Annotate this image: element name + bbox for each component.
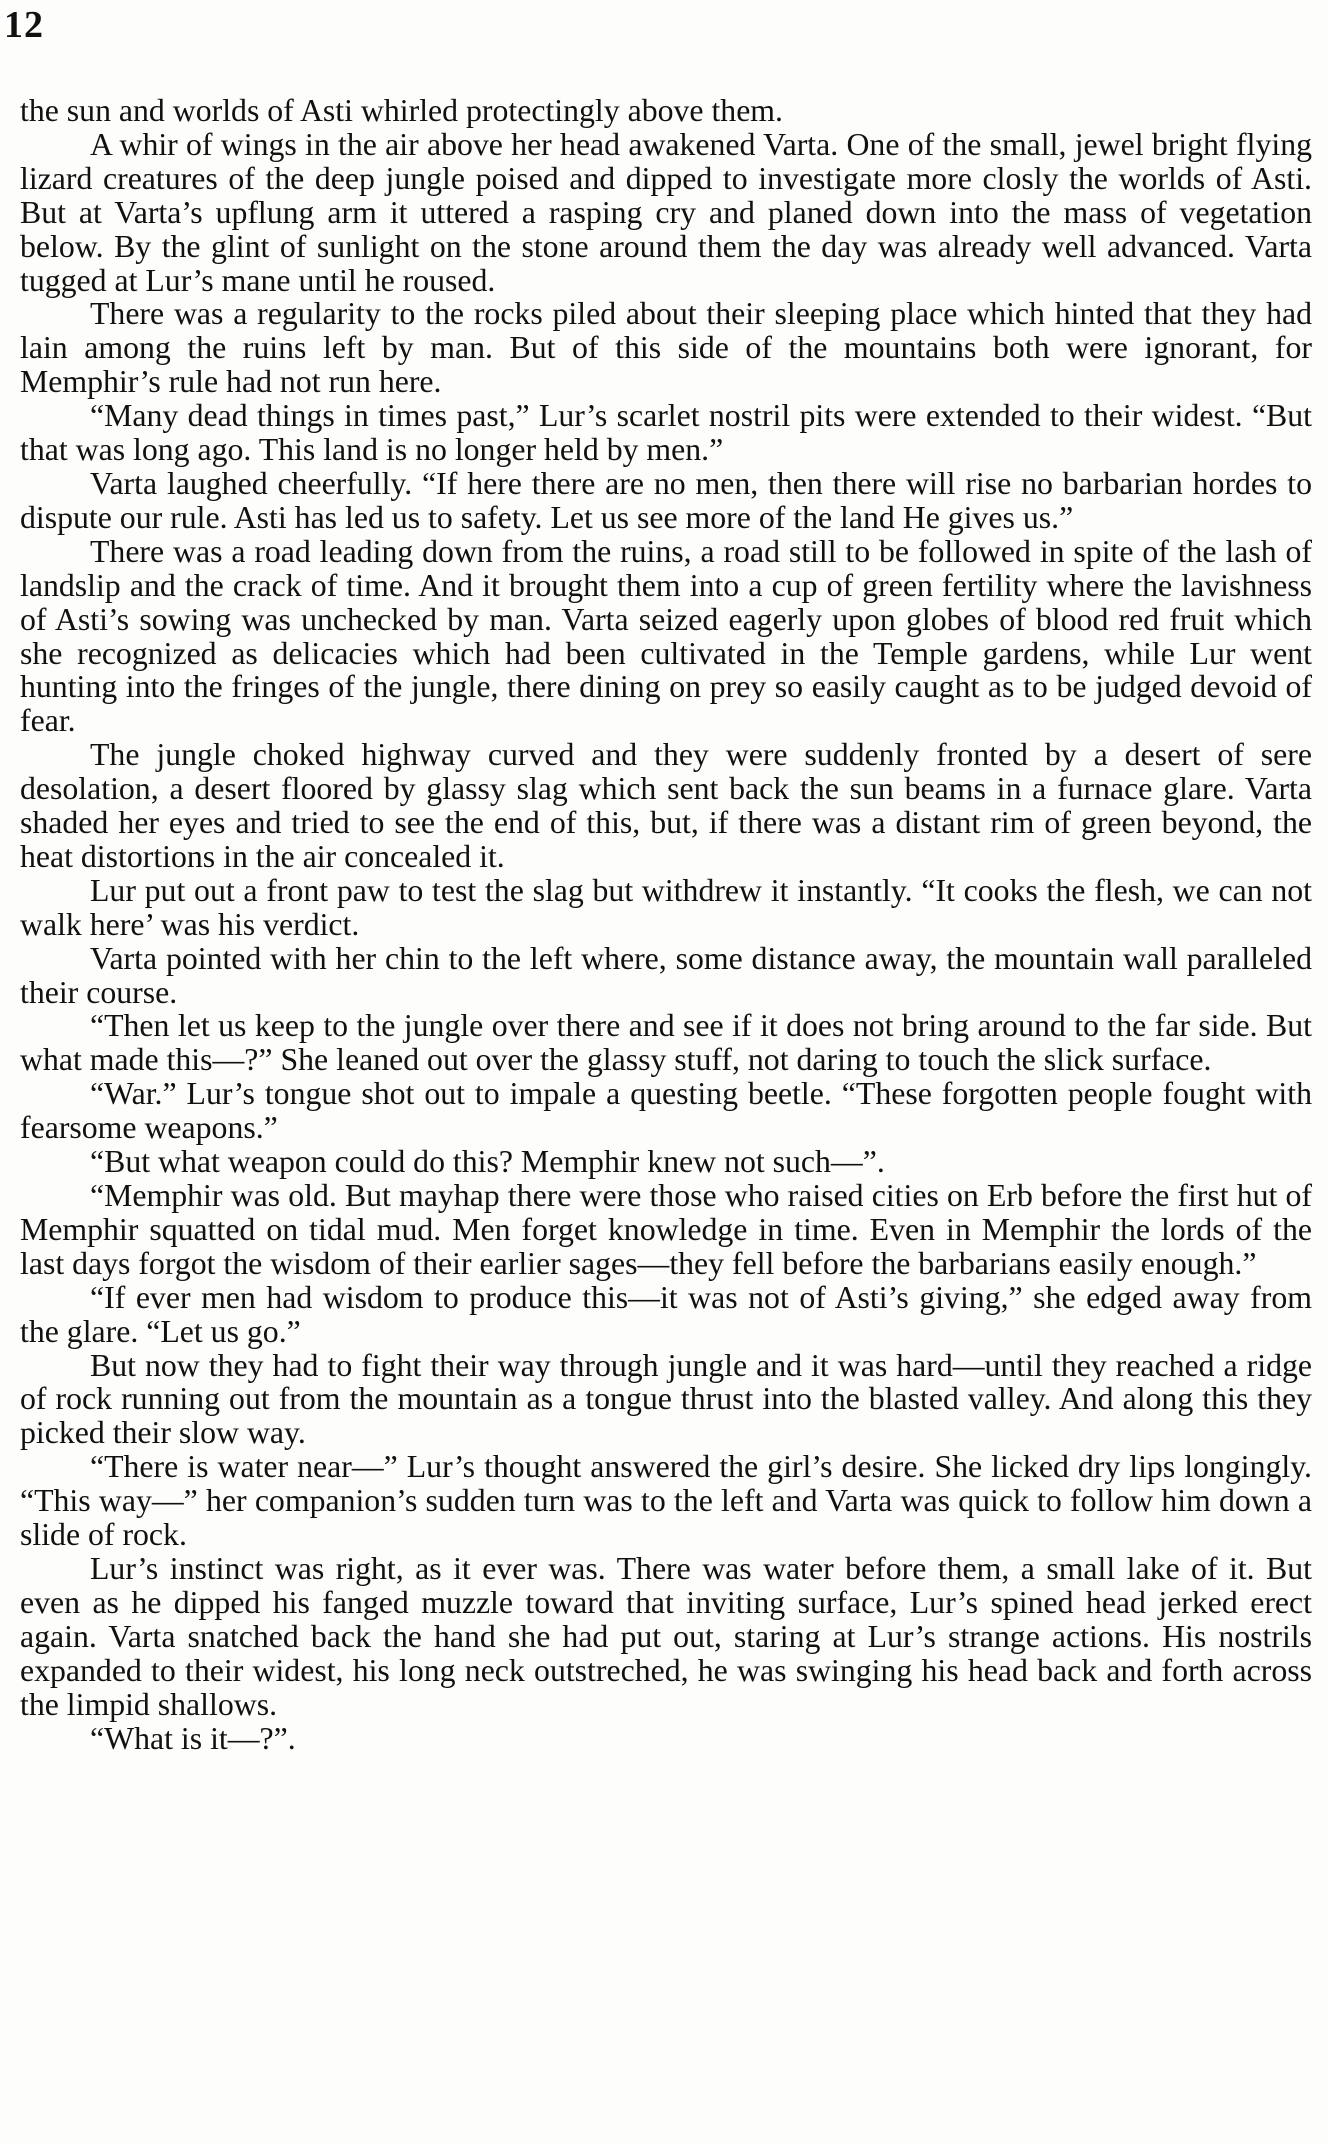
page-number: 12 xyxy=(4,4,44,46)
paragraph: “If ever men had wisdom to produce this—it was not of Asti’s giving,” she edged away from the glare. “Let us go.” xyxy=(20,1279,1312,1349)
paragraph: “But what weapon could do this? Memphir knew not such—”. xyxy=(90,1144,885,1180)
paragraph: But now they had to fight their way through jungle and it was hard—until they reached a ridge of rock running out from the mountain as a tongue thrust into the blasted valley. And along this they picked their slow way. xyxy=(20,1347,1312,1451)
paragraph: “Memphir was old. But mayhap there were those who raised cities on Erb before the first hut of Memphir squatted on tidal mud. Men forget knowledge in time. Even in Memphir the lords of the last days forgot the wisdom of their earlier sages—they fell before the barbarians easily enough.” xyxy=(20,1178,1312,1281)
body-text xyxy=(20,94,1312,1755)
paragraph: The jungle choked highway curved and they were suddenly fronted by a desert of sere desolation, a desert floored by glassy slag which sent back the sun beams in a furnace glare. Varta shaded her eyes and tried to see the end of this, but, if there was a distant rim of green beyond, the heat distortions in the air concealed it. xyxy=(20,737,1312,874)
paragraph: Lur’s instinct was right, as it ever was. There was water before them, a small lake of it. But even as he dipped his fanged muzzle toward that inviting surface, Lur’s spined head jerked erect again. Varta snatched back the hand she had put out, staring at Lur’s strange actions. His nostrils expanded to their widest, his long neck outstreched, he was swinging his head back and forth across the limpid shallows. xyxy=(20,1550,1312,1722)
paragraph: A whir of wings in the air above her head awakened Varta. One of the small, jewel bright flying lizard creatures of the deep jungle poised and dipped to investigate more closly the worlds of Asti. But at Varta’s upflung arm it uttered a rasping cry and planed down into the mass of vegetation below. By the glint of sunlight on the stone around them the day was already well advanced. Varta tugged at Lur’s mane until he roused. xyxy=(20,126,1312,298)
paragraph: the sun and worlds of Asti whirled protectingly above them. xyxy=(20,93,783,128)
paragraph: “War.” Lur’s tongue shot out to impale a questing beetle. “These forgotten people fought with fearsome weapons.” xyxy=(20,1076,1312,1146)
paragraph: Lur put out a front paw to test the slag but withdrew it instantly. “It cooks the flesh, we can not walk here’ was his verdict. xyxy=(20,872,1312,942)
paragraph: There was a regularity to the rocks piled about their sleeping place which hinted that they had lain among the ruins left by man. But of this side of the mountains both were ignorant, for Memphir’s rule had not run here. xyxy=(20,296,1312,400)
paragraph: Varta laughed cheerfully. “If here there are no men, then there will rise no barbarian hordes to dispute our rule. Asti has led us to safety. Let us see more of the land He gives us.” xyxy=(20,465,1312,535)
paragraph: “Many dead things in times past,” Lur’s scarlet nostril pits were extended to their widest. “But that was long ago. This land is no longer held by men.” xyxy=(20,398,1312,468)
paragraph: “Then let us keep to the jungle over there and see if it does not bring around to the far side. But what made this—?” She leaned out over the glassy stuff, not daring to touch the slick surface. xyxy=(20,1008,1312,1078)
paragraph: “There is water near—” Lur’s thought answered the girl’s desire. She licked dry lips longingly. “This way—” her companion’s sudden turn was to the left and Varta was quick to follow him down a slide of rock. xyxy=(20,1449,1312,1553)
paragraph: Varta pointed with her chin to the left where, some distance away, the mountain wall paralleled their course. xyxy=(20,940,1312,1010)
paragraph: “What is it—?”. xyxy=(90,1720,296,1756)
paragraph: There was a road leading down from the ruins, a road still to be followed in spite of the lash of landslip and the crack of time. And it brought them into a cup of green fertility where the lavishness of Asti’s sowing was unchecked by man. Varta seized eagerly upon globes of blood red fruit which she recognized as delicacies which had been cultivated in the Temple gardens, while Lur went hunting into the fringes of the jungle, there dining on prey so easily caught as to be judged devoid of fear. xyxy=(20,533,1312,739)
